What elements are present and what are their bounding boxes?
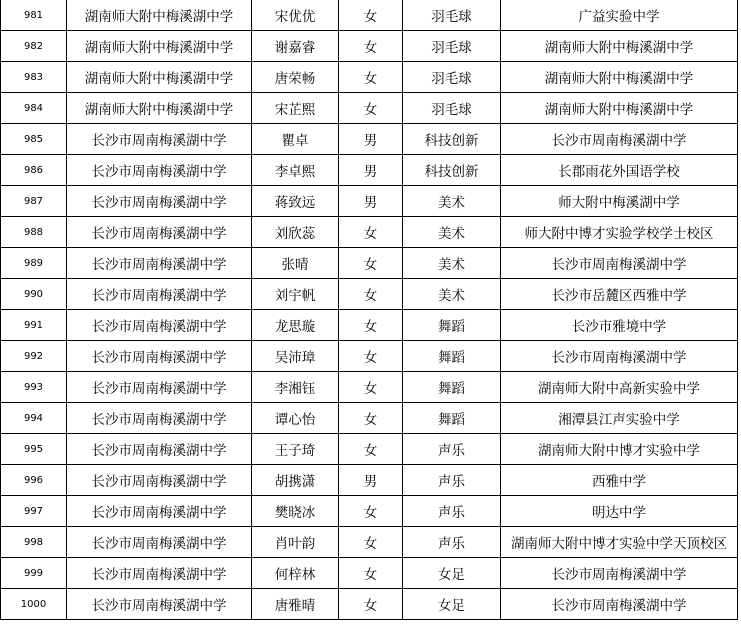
school-cell[interactable]: 长沙市周南梅溪湖中学	[67, 558, 252, 589]
student-name-cell[interactable]: 樊晓冰	[252, 496, 339, 527]
table-row	[1, 310, 738, 341]
gender-cell[interactable]: 女	[339, 93, 403, 124]
gender-cell[interactable]: 女	[339, 217, 403, 248]
gender-cell[interactable]: 女	[339, 248, 403, 279]
student-name-cell[interactable]: 蒋致远	[252, 186, 339, 217]
student-name-cell[interactable]: 李湘钰	[252, 372, 339, 403]
specialty-cell[interactable]: 羽毛球	[403, 93, 501, 124]
gender-cell[interactable]: 女	[339, 341, 403, 372]
row-number-cell[interactable]: 997	[1, 496, 67, 527]
specialty-cell[interactable]: 声乐	[403, 527, 501, 558]
table-row	[1, 527, 738, 558]
gender-cell[interactable]: 男	[339, 186, 403, 217]
row-number-cell[interactable]: 984	[1, 93, 67, 124]
table-row	[1, 31, 738, 62]
school-cell[interactable]: 长沙市周南梅溪湖中学	[67, 465, 252, 496]
specialty-cell[interactable]: 美术	[403, 186, 501, 217]
admitted-school-cell[interactable]: 湖南师大附中梅溪湖中学	[501, 31, 738, 62]
row-number-cell[interactable]: 994	[1, 403, 67, 434]
specialty-cell[interactable]: 舞蹈	[403, 310, 501, 341]
gender-cell[interactable]: 女	[339, 434, 403, 465]
school-cell[interactable]: 长沙市周南梅溪湖中学	[67, 248, 252, 279]
specialty-cell[interactable]: 美术	[403, 279, 501, 310]
school-cell[interactable]: 湖南师大附中梅溪湖中学	[67, 31, 252, 62]
admitted-school-cell[interactable]: 西雅中学	[501, 465, 738, 496]
student-name-cell[interactable]: 李卓熙	[252, 155, 339, 186]
gender-cell[interactable]: 男	[339, 124, 403, 155]
specialty-cell[interactable]: 羽毛球	[403, 0, 501, 31]
table-row	[1, 496, 738, 527]
row-number-cell[interactable]: 990	[1, 279, 67, 310]
school-cell[interactable]: 长沙市周南梅溪湖中学	[67, 124, 252, 155]
student-name-cell[interactable]: 宋芷熙	[252, 93, 339, 124]
admitted-school-cell[interactable]: 湖南师大附中梅溪湖中学	[501, 62, 738, 93]
specialty-cell[interactable]: 女足	[403, 558, 501, 589]
gender-cell[interactable]: 女	[339, 310, 403, 341]
student-name-cell[interactable]: 宋优优	[252, 0, 339, 31]
student-name-cell[interactable]: 唐雅晴	[252, 589, 339, 620]
admitted-school-cell[interactable]: 湖南师大附中博才实验中学	[501, 434, 738, 465]
school-cell[interactable]: 长沙市周南梅溪湖中学	[67, 403, 252, 434]
student-name-cell[interactable]: 谢嘉睿	[252, 31, 339, 62]
school-cell[interactable]: 长沙市周南梅溪湖中学	[67, 589, 252, 620]
table-row	[1, 372, 738, 403]
row-number-cell[interactable]: 987	[1, 186, 67, 217]
school-cell[interactable]: 长沙市周南梅溪湖中学	[67, 341, 252, 372]
gender-cell[interactable]: 男	[339, 465, 403, 496]
table-row	[1, 0, 738, 31]
gender-cell[interactable]: 女	[339, 0, 403, 31]
specialty-cell[interactable]: 舞蹈	[403, 341, 501, 372]
specialty-cell[interactable]: 声乐	[403, 496, 501, 527]
admitted-school-cell[interactable]: 长郡雨花外国语学校	[501, 155, 738, 186]
student-name-cell[interactable]: 刘宇帆	[252, 279, 339, 310]
table-row	[1, 217, 738, 248]
gender-cell[interactable]: 男	[339, 155, 403, 186]
school-cell[interactable]: 长沙市周南梅溪湖中学	[67, 527, 252, 558]
admitted-school-cell[interactable]: 师大附中博才实验学校学士校区	[501, 217, 738, 248]
student-name-cell[interactable]: 吴沛璋	[252, 341, 339, 372]
table-row	[1, 124, 738, 155]
row-number-cell[interactable]: 993	[1, 372, 67, 403]
school-cell[interactable]: 湖南师大附中梅溪湖中学	[67, 0, 252, 31]
specialty-cell[interactable]: 羽毛球	[403, 62, 501, 93]
school-cell[interactable]: 长沙市周南梅溪湖中学	[67, 310, 252, 341]
row-number-cell[interactable]: 992	[1, 341, 67, 372]
admitted-school-cell[interactable]: 长沙市周南梅溪湖中学	[501, 124, 738, 155]
gender-cell[interactable]: 女	[339, 527, 403, 558]
student-name-cell[interactable]: 刘欣蕊	[252, 217, 339, 248]
admitted-school-cell[interactable]: 师大附中梅溪湖中学	[501, 186, 738, 217]
admitted-school-cell[interactable]: 广益实验中学	[501, 0, 738, 31]
gender-cell[interactable]: 女	[339, 31, 403, 62]
specialty-cell[interactable]: 舞蹈	[403, 372, 501, 403]
specialty-cell[interactable]: 科技创新	[403, 155, 501, 186]
student-name-cell[interactable]: 瞿卓	[252, 124, 339, 155]
specialty-cell[interactable]: 美术	[403, 217, 501, 248]
table-row	[1, 186, 738, 217]
row-number-cell[interactable]: 995	[1, 434, 67, 465]
table-row	[1, 248, 738, 279]
school-cell[interactable]: 长沙市周南梅溪湖中学	[67, 372, 252, 403]
student-name-cell[interactable]: 肖叶韵	[252, 527, 339, 558]
admitted-school-cell[interactable]: 湖南师大附中梅溪湖中学	[501, 93, 738, 124]
school-cell[interactable]: 长沙市周南梅溪湖中学	[67, 434, 252, 465]
admitted-school-cell[interactable]: 长沙市周南梅溪湖中学	[501, 558, 738, 589]
row-number-cell[interactable]: 998	[1, 527, 67, 558]
admitted-school-cell[interactable]: 长沙市周南梅溪湖中学	[501, 248, 738, 279]
table-row	[1, 341, 738, 372]
table-row	[1, 465, 738, 496]
gender-cell[interactable]: 女	[339, 62, 403, 93]
table-row	[1, 155, 738, 186]
gender-cell[interactable]: 女	[339, 403, 403, 434]
row-number-cell[interactable]: 985	[1, 124, 67, 155]
gender-cell[interactable]: 女	[339, 279, 403, 310]
student-name-cell[interactable]: 谭心怡	[252, 403, 339, 434]
row-number-cell[interactable]: 1000	[1, 589, 67, 620]
gender-cell[interactable]: 女	[339, 589, 403, 620]
admitted-school-cell[interactable]: 长沙市周南梅溪湖中学	[501, 341, 738, 372]
specialty-cell[interactable]: 科技创新	[403, 124, 501, 155]
school-cell[interactable]: 长沙市周南梅溪湖中学	[67, 279, 252, 310]
row-number-cell[interactable]: 981	[1, 0, 67, 31]
admitted-school-cell[interactable]: 长沙市岳麓区西雅中学	[501, 279, 738, 310]
student-name-cell[interactable]: 龙思璇	[252, 310, 339, 341]
specialty-cell[interactable]: 舞蹈	[403, 403, 501, 434]
row-number-cell[interactable]: 999	[1, 558, 67, 589]
gender-cell[interactable]: 女	[339, 496, 403, 527]
admitted-school-cell[interactable]: 湘潭县江声实验中学	[501, 403, 738, 434]
gender-cell[interactable]: 女	[339, 372, 403, 403]
specialty-cell[interactable]: 声乐	[403, 465, 501, 496]
student-name-cell[interactable]: 何梓林	[252, 558, 339, 589]
row-number-cell[interactable]: 989	[1, 248, 67, 279]
admitted-school-cell[interactable]: 湖南师大附中高新实验中学	[501, 372, 738, 403]
student-name-cell[interactable]: 王子琦	[252, 434, 339, 465]
specialty-cell[interactable]: 美术	[403, 248, 501, 279]
school-cell[interactable]: 长沙市周南梅溪湖中学	[67, 186, 252, 217]
row-number-cell[interactable]: 996	[1, 465, 67, 496]
row-number-cell[interactable]: 986	[1, 155, 67, 186]
table-row	[1, 558, 738, 589]
student-name-cell[interactable]: 张晴	[252, 248, 339, 279]
table-body	[1, 0, 738, 620]
specialty-cell[interactable]: 声乐	[403, 434, 501, 465]
table-row	[1, 93, 738, 124]
row-number-cell[interactable]: 988	[1, 217, 67, 248]
specialty-cell[interactable]: 女足	[403, 589, 501, 620]
school-cell[interactable]: 湖南师大附中梅溪湖中学	[67, 93, 252, 124]
student-name-cell[interactable]: 唐荣畅	[252, 62, 339, 93]
row-number-cell[interactable]: 982	[1, 31, 67, 62]
specialty-cell[interactable]: 羽毛球	[403, 31, 501, 62]
admitted-school-cell[interactable]: 长沙市周南梅溪湖中学	[501, 589, 738, 620]
row-number-cell[interactable]: 983	[1, 62, 67, 93]
row-number-cell[interactable]: 991	[1, 310, 67, 341]
table-row	[1, 279, 738, 310]
school-cell[interactable]: 长沙市周南梅溪湖中学	[67, 217, 252, 248]
student-name-cell[interactable]: 胡携潇	[252, 465, 339, 496]
table-row	[1, 403, 738, 434]
gender-cell[interactable]: 女	[339, 558, 403, 589]
school-cell[interactable]: 湖南师大附中梅溪湖中学	[67, 62, 252, 93]
table-row	[1, 589, 738, 620]
admitted-school-cell[interactable]: 明达中学	[501, 496, 738, 527]
school-cell[interactable]: 长沙市周南梅溪湖中学	[67, 496, 252, 527]
table-row	[1, 62, 738, 93]
school-cell[interactable]: 长沙市周南梅溪湖中学	[67, 155, 252, 186]
admitted-school-cell[interactable]: 长沙市雅境中学	[501, 310, 738, 341]
table-row	[1, 434, 738, 465]
admitted-school-cell[interactable]: 湖南师大附中博才实验中学天顶校区	[501, 527, 738, 558]
